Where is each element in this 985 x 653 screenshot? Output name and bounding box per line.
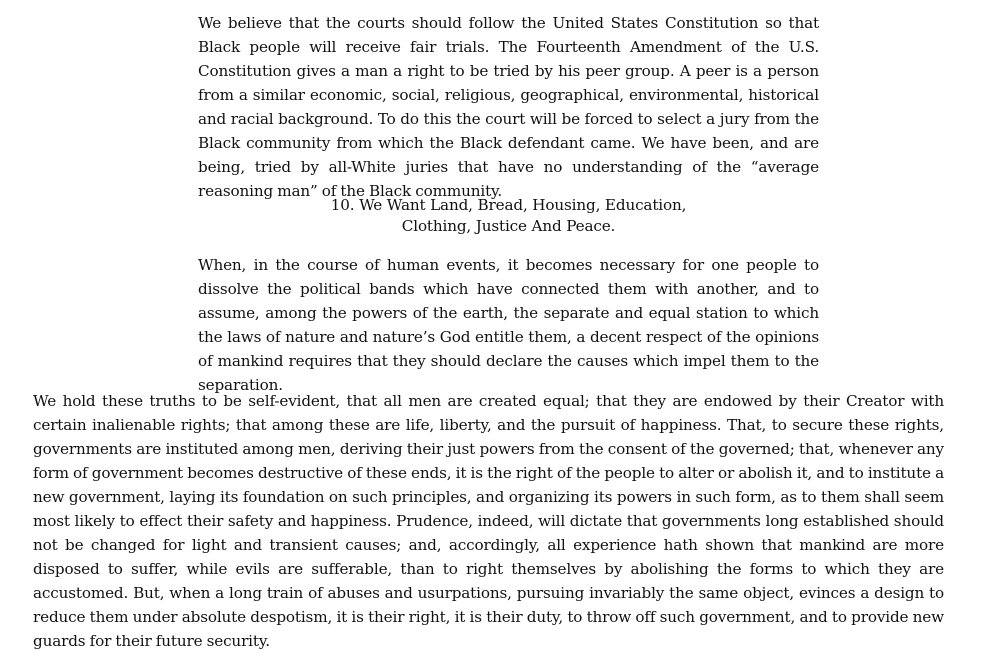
section-heading-line-1: 10. We Want Land, Bread, Housing, Education, xyxy=(330,196,687,214)
paragraph-fair-trials: We believe that the courts should follow the United States Constitution so that Black people will receive fair trials. The Fourteenth Amendment of the U.S. Constitution gives a man a right to be tried by his peer group. A peer is a person from a similar economic, social, religious, geographical, environmental, historical and racial background. To do this the court will be forced to select a jury from the Black community from which the Black defendant came. We have been, and are being, tried by all-White juries that have no understanding of the “average reasoning man” of the Black community. xyxy=(198,14,819,200)
paragraph-course-of-human-events: When, in the course of human events, it becomes necessary for one people to dissolve the political bands which have connected them with another, and to assume, among the powers of the earth, the separate and equal station to which the laws of nature and nature’s God entitle them, a decent respect of the opinions of mankind requires that they should declare the causes which impel them to the separation. xyxy=(198,256,819,394)
paragraph-self-evident-truths: We hold these truths to be self-evident, that all men are created equal; that they are endowed by their Creator with certain inalienable rights; that among these are life, liberty, and the pursuit of happiness. That, to secure these rights, governments are instituted among men, deriving their just powers from the consent of the governed; that, whenever any form of government becomes destructive of these ends, it is the right of the people to alter or abolish it, and to institute a new government, laying its foundation on such principles, and organizing its powers in such form, as to them shall seem most likely to effect their safety and happiness. Prudence, indeed, will dictate that governments long established should not be changed for light and transient causes; and, accordingly, all experience hath shown that mankind are more disposed to suffer, while evils are sufferable, than to right themselves by abolishing the forms to which they are accustomed. But, when a long train of abuses and usurpations, pursuing invariably the same object, evinces a design to reduce them under absolute despotism, it is their right, it is their duty, to throw off such government, and to provide new guards for their future security. xyxy=(33,392,944,650)
section-heading-line-2: Clothing, Justice And Peace. xyxy=(401,217,616,235)
section-heading-point-10 xyxy=(198,195,819,237)
